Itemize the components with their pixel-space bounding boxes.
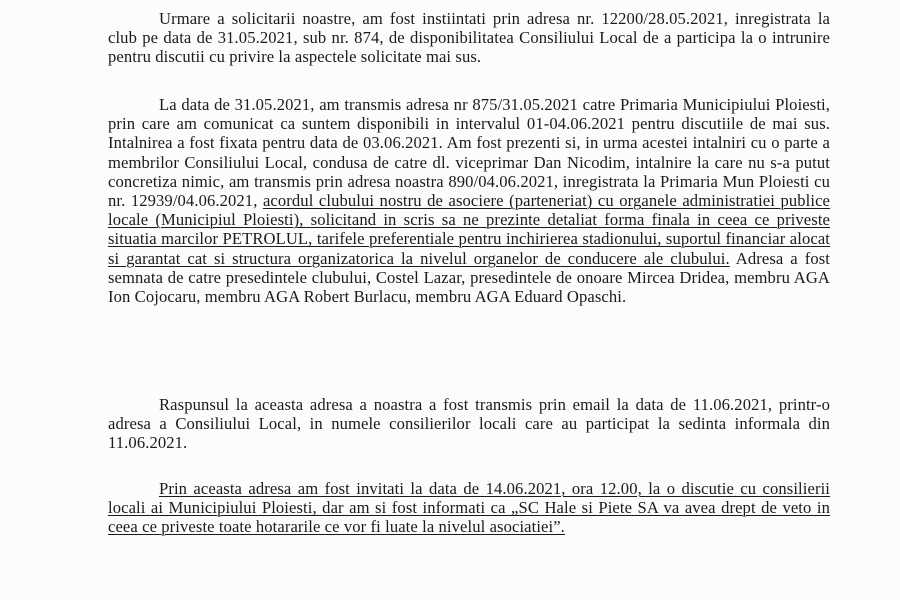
paragraph-3-text: Raspunsul la aceasta adresa a noastra a fost transmis prin email la data de 11.06.2021, printr-o adresa a Consiliului Local, in numele consilierilor locali care au participat la sedinta informala din 11.06.2021. bbox=[108, 395, 830, 453]
paragraph-2-underlined: acordul clubului nostru de asociere (parteneriat) cu organele administratiei publice locale (Municipiul Ploiesti), solicitand in scris sa ne prezinte detaliat forma finala in ceea ce priveste situatia marcilor PETROLUL, tarifele preferentiale pentru inchirierea stadionului, suportul financiar alocat si garantat cat si structura organizatorica la nivelul organelor de conducere ale clubului. bbox=[108, 191, 831, 268]
paragraph-2-text bbox=[108, 95, 830, 306]
paragraph-4-text bbox=[108, 479, 830, 537]
paragraph-4-underlined: Prin aceasta adresa am fost invitati la data de 14.06.2021, ora 12.00, la o discutie cu consilierii locali ai Municipiului Ploiesti, dar am si fost informati ca „SC Hale si Piete SA va avea drept de veto in ceea ce priveste toate hotararile ce vor fi luate la nivelul asociatiei”. bbox=[108, 479, 830, 537]
paragraph-2-plain: La data de 31.05.2021, am transmis adresa nr 875/31.05.2021 catre Primaria Municipiului Ploiesti, prin care am comunicat ca suntem disponibili in intervalul 01-04.06.2021 pentru discutiile de mai sus. Intalnirea a fost fixata pentru data de 03.06.2021. Am fost prezenti si, in urma acestei intalniri cu o parte a membrilor Consiliului Local, condusa de catre dl. viceprimar Dan Nicodim, intalnire la care nu s-a putut concretiza nimic, am transmis prin adresa noastra 890/04.06.2021, inregistrata la Primaria Mun Ploiesti cu nr. 12939/04.06.2021, bbox=[108, 95, 830, 211]
paragraph-1 bbox=[108, 9, 830, 67]
paragraph-1-text: Urmare a solicitarii noastre, am fost instiintati prin adresa nr. 12200/28.05.2021, inregistrata la club pe data de 31.05.2021, sub nr. 874, de disponibilitatea Consiliului Local de a participa la o intrunire pentru discutii cu privire la aspectele solicitate mai sus. bbox=[108, 9, 830, 67]
paragraph-4 bbox=[108, 479, 830, 537]
paragraph-3 bbox=[108, 395, 830, 453]
paragraph-2-tail: Adresa a fost semnata de catre presedintele clubului, Costel Lazar, presedintele de onoare Mircea Dridea, membru AGA Ion Cojocaru, membru AGA Robert Burlacu, membru AGA Eduard Opaschi. bbox=[108, 248, 830, 307]
paragraph-2 bbox=[108, 95, 830, 306]
